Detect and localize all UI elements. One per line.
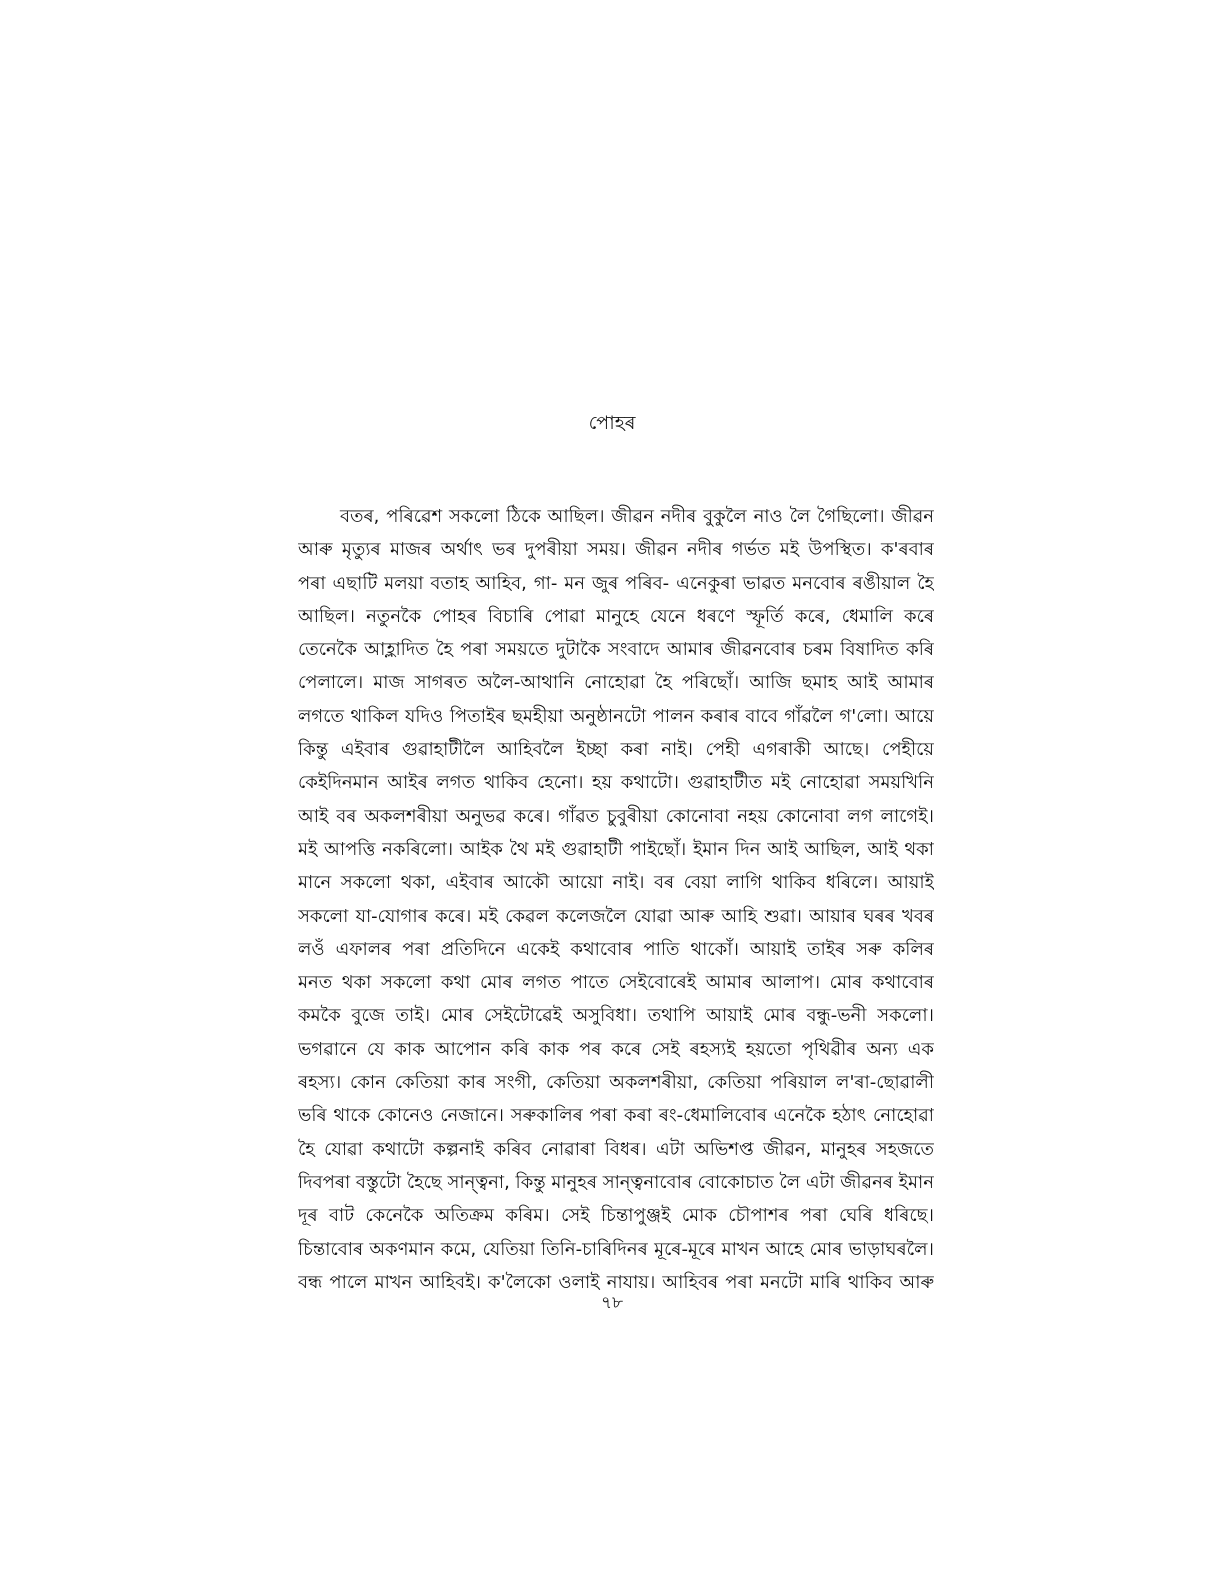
text-line: দূৰ বাট কেনেকৈ অতিক্ৰম কৰিম। সেই চিন্তাপুঞ্জই মোক চৌপাশৰ পৰা ঘেৰি ধৰিছে। — [298, 1205, 934, 1227]
page-number: ৭৮ — [600, 1293, 624, 1313]
text-line: আই বৰ অকলশৰীয়া অনুভৱ কৰে। গাঁৱত চুবুৰীয়া কোনোবা নহয় কোনোবা লগ লাগেই। — [298, 805, 934, 827]
text-line: লওঁ এফালৰ পৰা প্ৰতিদিনে একেই কথাবোৰ পাতি থাকোঁ। আয়াই তাইৰ সৰু কলিৰ — [298, 938, 934, 960]
text-line: আৰু মৃত্যুৰ মাজৰ অৰ্থাৎ ভৰ দুপৰীয়া সময়। জীৱন নদীৰ গৰ্ভত মই উপস্থিত। ক'ৰবাৰ — [298, 539, 934, 561]
text-line: পেলালে। মাজ সাগৰত অলৈ-আথানি নোহোৱা হৈ পৰিছোঁ। আজি ছমাহ আই আমাৰ — [298, 672, 934, 694]
text-line: কেইদিনমান আইৰ লগত থাকিব হেনো। হয় কথাটো। গুৱাহাটীত মই নোহোৱা সময়খিনি — [298, 772, 934, 794]
text-line: মই আপত্তি নকৰিলো। আইক থৈ মই গুৱাহাটী পাইছোঁ। ইমান দিন আই আছিল, আই থকা — [298, 838, 934, 860]
text-line: ৰহস্য। কোন কেতিয়া কাৰ সংগী, কেতিয়া অকলশৰীয়া, কেতিয়া পৰিয়াল ল'ৰা-ছোৱালী — [298, 1072, 934, 1094]
text-line: চিন্তাবোৰ অকণমান কমে, যেতিয়া তিনি-চাৰিদিনৰ মূৰে-মূৰে মাখন আহে মোৰ ভাড়াঘৰলৈ। — [298, 1238, 934, 1260]
text-line: আছিল। নতুনকৈ পোহৰ বিচাৰি পোৱা মানুহে যেনে ধৰণে স্ফূৰ্তি কৰে, ধেমালি কৰে — [298, 605, 934, 627]
text-line: মনত থকা সকলো কথা মোৰ লগত পাতে সেইবোৰেই আমাৰ আলাপ। মোৰ কথাবোৰ — [298, 972, 934, 994]
text-line: বতৰ, পৰিৱেশ সকলো ঠিকে আছিল। জীৱন নদীৰ বুকুলৈ নাও লৈ গৈছিলো। জীৱন — [340, 506, 934, 527]
chapter-title: পোহৰ — [588, 412, 636, 434]
text-line: সকলো যা-যোগাৰ কৰে। মই কেৱল কলেজলৈ যোৱা আৰু আহি শুৱা। আয়াৰ ঘৰৰ খবৰ — [298, 905, 934, 927]
text-line: কিন্তু এইবাৰ গুৱাহাটীলৈ আহিবলৈ ইচ্ছা কৰা নাই। পেহী এগৰাকী আছে। পেহীয়ে — [298, 739, 934, 761]
text-line: ভগৱানে যে কাক আপোন কৰি কাক পৰ কৰে সেই ৰহস্যই হয়তো পৃথিৱীৰ অন্য এক — [298, 1038, 934, 1060]
text-line: তেনেকৈ আহ্লাদিত হৈ পৰা সময়তে দুটাকৈ সংবাদে আমাৰ জীৱনবোৰ চৰম বিষাদিত কৰি — [298, 639, 934, 661]
text-line: দিবপৰা বস্তুটো হৈছে সান্ত্বনা, কিন্তু মানুহৰ সান্ত্বনাবোৰ বোকোচাত লৈ এটা জীৱনৰ ইমান — [298, 1171, 934, 1193]
text-line: ভৰি থাকে কোনেও নেজানে। সৰুকালিৰ পৰা কৰা ৰং-ধেমালিবোৰ এনেকৈ হঠাৎ নোহোৱা — [298, 1105, 934, 1127]
text-line: পৰা এছাটি মলয়া বতাহ আহিব, গা- মন জুৰ পৰিব- এনেকুৰা ভাৱত মনবোৰ ৰঙীয়াল হৈ — [298, 572, 934, 594]
text-line: বন্ধ পালে মাখন আহিবই। ক'লৈকো ওলাই নাযায়। আহিবৰ পৰা মনটো মাৰি থাকিব আৰু — [298, 1271, 934, 1293]
text-line: মানে সকলো থকা, এইবাৰ আকৌ আয়ো নাই। বৰ বেয়া লাগি থাকিব ধৰিলে। আয়াই — [298, 872, 934, 894]
text-line: হৈ যোৱা কথাটো কল্পনাই কৰিব নোৱাৰা বিধৰ। এটা অভিশপ্ত জীৱন, মানুহৰ সহজতে — [298, 1138, 934, 1160]
text-line: কমকৈ বুজে তাই। মোৰ সেইটোৱেই অসুবিধা। তথাপি আয়াই মোৰ বন্ধু-ভনী সকলো। — [298, 1005, 934, 1027]
text-line: লগতে থাকিল যদিও পিতাইৰ ছমহীয়া অনুষ্ঠানটো পালন কৰাৰ বাবে গাঁৱলৈ গ'লো। আয়ে — [298, 705, 934, 727]
body-paragraph — [298, 500, 934, 1299]
